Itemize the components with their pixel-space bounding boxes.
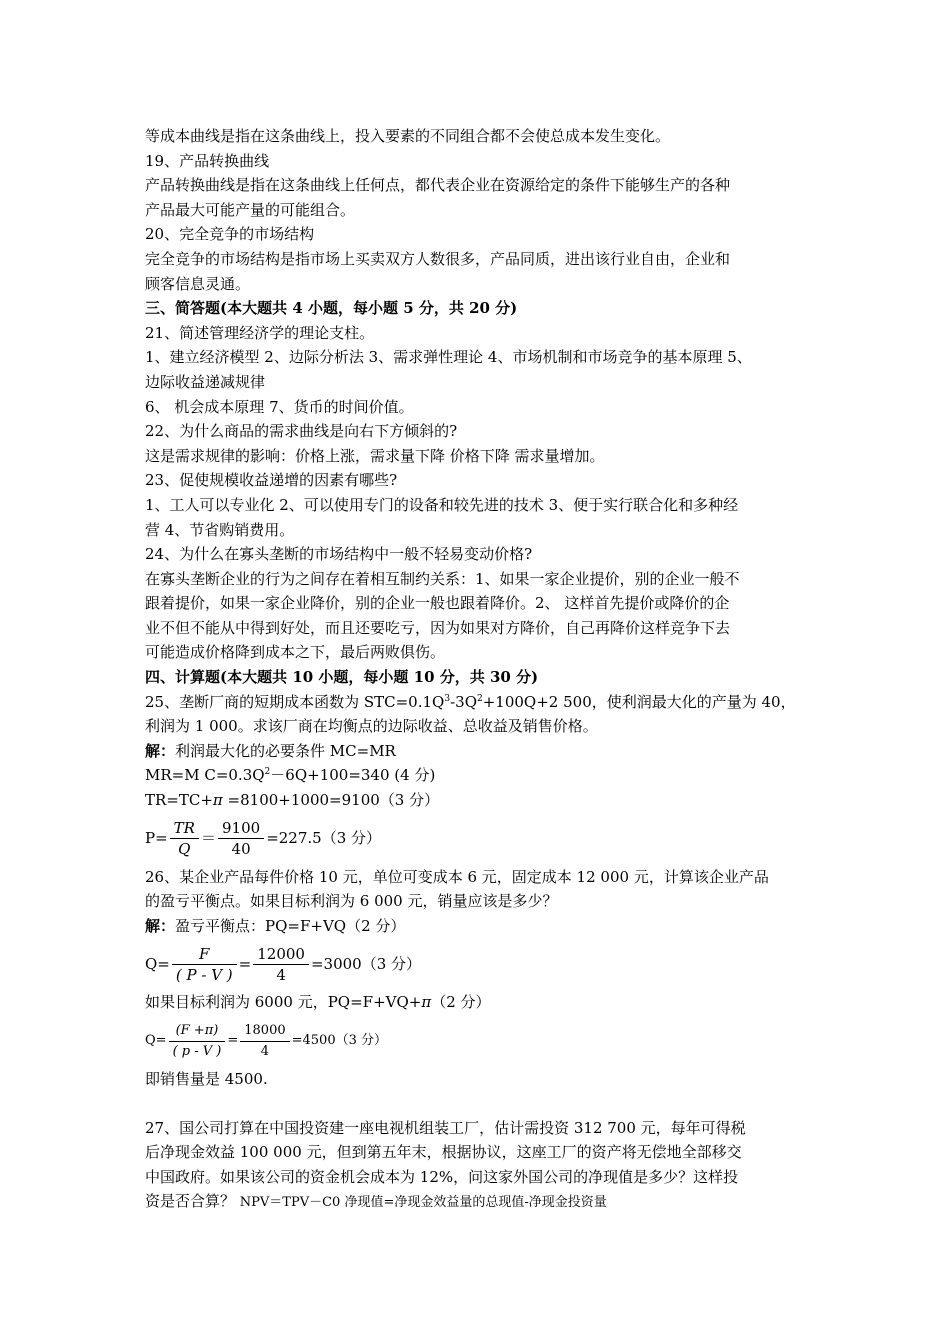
text-line: 顾客信息灵通。 [145, 274, 251, 293]
section-heading: 四、计算题(本大题共 10 小题，每小题 10 分，共 30 分) [145, 668, 539, 687]
superscript: 2 [264, 767, 271, 778]
text-run: -3Q [450, 692, 477, 711]
text-run: = [238, 955, 252, 974]
formula-line [145, 763, 810, 788]
text-run: 如果目标利润为 6000 元，PQ=F+VQ+ [145, 993, 422, 1012]
text-run: －6Q+100=340 (4 分) [270, 766, 436, 785]
fraction [169, 1021, 226, 1062]
question [145, 690, 810, 715]
text-line: 1、建立经济模型 2、边际分析法 3、需求弹性理论 4、市场机制和市场竞争的基本原理 5、 [145, 348, 752, 367]
question: 26、某企业产品每件价格 10 元，单位可变成本 6 元，固定成本 12 000 元，计算该企业产品 [145, 867, 769, 886]
numerator: 18000 [244, 1022, 286, 1038]
denominator: 4 [260, 1043, 270, 1059]
text-line: 的盈亏平衡点。如果目标利润为 6 000 元，销量应该是多少？ [145, 892, 558, 911]
section-heading: 三、简答题(本大题共 4 小题，每小题 5 分，共 20 分) [145, 299, 518, 318]
text-line: 利润为 1 000。求该厂商在均衡点的边际收益、总收益及销售价格。 [145, 717, 598, 736]
formula-line [145, 788, 810, 813]
formula-price [145, 813, 810, 865]
text-line: 业不但不能从中得到好处，而且还要吃亏，因为如果对方降价，自己再降价这样竞争下去 [145, 618, 731, 637]
text-run: 资是否合算？ [145, 1192, 240, 1211]
text-run: P= [145, 829, 168, 848]
text-run: （2 分） [431, 993, 491, 1012]
denominator: ( P - V ) [175, 965, 233, 984]
text-run: Q= [145, 1032, 167, 1048]
pi-symbol: π [212, 791, 223, 810]
text-line: 跟着提价，如果一家企业降价，别的企业一般也跟着降价。2、 这样首先提价或降价的企 [145, 594, 730, 613]
fraction [218, 818, 264, 859]
text-run: =227.5（3 分） [266, 829, 382, 848]
text-line: 边际收益递减规律 [145, 372, 266, 391]
text-run: MR=M C=0.3Q [145, 766, 265, 785]
text-run: 25、垄断厂商的短期成本函数为 STC=0.1Q [145, 692, 445, 711]
text-line: 等成本曲线是指在这条曲线上，投入要素的不同组合都不会使总成本发生变化。 [145, 127, 671, 145]
item-heading: 19、产品转换曲线 [145, 151, 270, 170]
text-line [145, 1189, 810, 1216]
document-body [145, 124, 810, 1216]
item-heading: 20、完全竞争的市场结构 [145, 225, 315, 244]
blank-line [145, 1092, 810, 1116]
denominator: 40 [231, 840, 251, 859]
text-line: 中国政府。如果该公司的资金机会成本为 12%，问这家外国公司的净现值是多少？这样投 [145, 1167, 739, 1186]
text-line: 产品最大可能产量的可能组合。 [145, 200, 356, 219]
superscript: 2 [477, 693, 483, 704]
question: 24、为什么在寡头垄断的市场结构中一般不轻易变动价格? [145, 545, 533, 564]
text-line: 即销售量是 4500. [145, 1070, 268, 1088]
formula-line [145, 990, 810, 1015]
text-run: +100Q+2 500，使利润最大化的产量为 40， [482, 692, 796, 711]
text-run: Q= [145, 955, 170, 974]
solution-line [145, 914, 810, 939]
text-line: 1、工人可以专业化 2、可以使用专门的设备和较先进的技术 3、便于实行联合化和多种经 [145, 495, 739, 514]
numerator: (F +π) [175, 1022, 219, 1038]
text-line: 6、 机会成本原理 7、货币的时间价值。 [145, 397, 414, 416]
numerator: 12000 [257, 944, 305, 963]
numerator: 9100 [222, 819, 261, 838]
fraction [253, 944, 309, 985]
formula-target-volume [145, 1015, 810, 1067]
text-run: ＝ [200, 829, 216, 848]
text-run: TR=TC+ [145, 791, 213, 810]
formula-note: NPV＝TPV－C0 净现值=净现金效益量的总现值-净现金投资量 [239, 1195, 607, 1211]
text-run: =3000（3 分） [310, 955, 422, 974]
text-line: 在寡头垄断企业的行为之间存在着相互制约关系：1、如果一家企业提价，别的企业一般不 [145, 569, 740, 588]
text-run: =8100+1000=9100（3 分） [222, 791, 440, 810]
superscript: 3 [444, 693, 451, 704]
text-line: 这是需求规律的影响：价格上涨，需求量下降 价格下降 需求量增加。 [145, 446, 605, 465]
solution-label: 解： [145, 916, 176, 935]
question: 27、国公司打算在中国投资建一座电视机组装工厂，估计需投资 312 700 元，每年可得税 [145, 1118, 746, 1137]
question: 23、促使规模收益递增的因素有哪些? [145, 471, 398, 490]
denominator: Q [178, 840, 191, 859]
text-run: = [227, 1032, 239, 1048]
denominator: ( p - V ) [172, 1043, 222, 1059]
formula-breakeven [145, 938, 810, 990]
pi-symbol: π [421, 993, 432, 1012]
text-run: 盈亏平衡点：PQ=F+VQ（2 分） [175, 916, 406, 935]
denominator: 4 [276, 965, 286, 984]
question: 21、简述管理经济学的理论支柱。 [145, 323, 375, 342]
fraction [170, 818, 199, 859]
text-line: 产品转换曲线是指在这条曲线上任何点，都代表企业在资源给定的条件下能够生产的各种 [145, 176, 731, 195]
text-run: 利润最大化的必要条件 MC=MR [175, 741, 396, 760]
text-line: 营 4、节省购销费用。 [145, 520, 295, 539]
text-line: 后净现金效益 100 000 元，但到第五年末，根据协议，这座工厂的资产将无偿地全部移交 [145, 1143, 742, 1162]
fraction [172, 944, 237, 985]
text-run: =4500（3 分） [291, 1032, 387, 1048]
text-line: 完全竞争的市场结构是指市场上买卖双方人数很多，产品同质，进出该行业自由，企业和 [145, 249, 731, 268]
question: 22、为什么商品的需求曲线是向右下方倾斜的? [145, 422, 458, 441]
fraction [240, 1021, 289, 1062]
solution-label: 解： [145, 741, 176, 760]
text-line: 可能造成价格降到成本之下，最后两败俱伤。 [145, 643, 446, 662]
numerator: TR [173, 819, 195, 838]
solution-line [145, 739, 810, 764]
numerator: F [199, 944, 210, 963]
